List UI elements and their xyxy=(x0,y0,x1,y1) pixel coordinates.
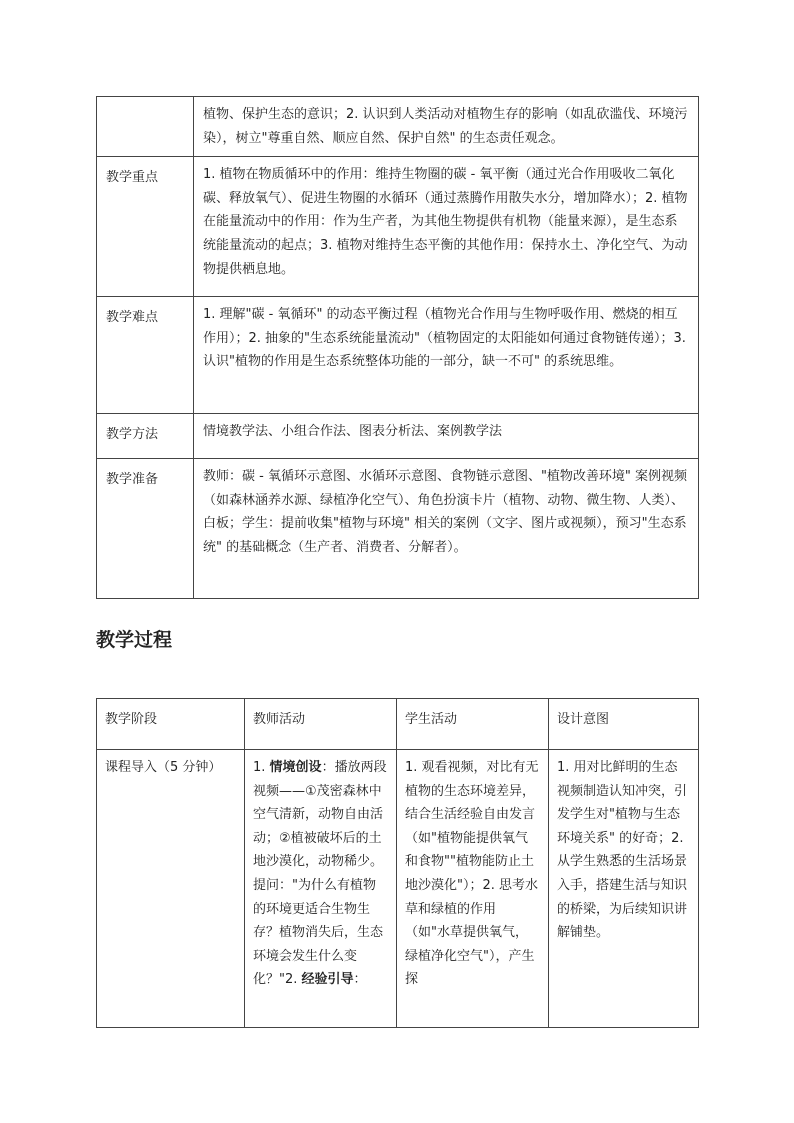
info-value: 1. 理解"碳 - 氧循环" 的动态平衡过程（植物光合作用与生物呼吸作用、燃烧的相互作用）；2. 抽象的"生态系统能量流动"（植物固定的太阳能如何通过食物链传递）；3. 认识"植物的作用是生态系统整体功能的一部分，缺一不可" 的系统思维。 xyxy=(194,297,699,414)
header-teacher-activity: 教师活动 xyxy=(245,699,397,750)
header-stage: 教学阶段 xyxy=(97,699,245,750)
student-activity-cell: 1. 观看视频，对比有无植物的生态环境差异，结合生活经验自由发言（如"植物能提供氧气和食物""植物能防止土地沙漠化"）；2. 思考水草和绿植的作用（如"水草提供氧气，绿植净化空气"），产生探 xyxy=(397,750,549,1028)
info-label: 教学重点 xyxy=(97,157,194,297)
info-label: 教学难点 xyxy=(97,297,194,414)
info-row-preparation xyxy=(97,459,699,599)
table-header-row xyxy=(97,699,699,750)
bold-term: 经验引导 xyxy=(301,972,354,988)
bold-term: 情境创设 xyxy=(269,760,322,775)
info-row-difficulties xyxy=(97,297,699,414)
lesson-info-table xyxy=(96,96,699,599)
text-run: 1. xyxy=(253,760,270,775)
header-student-activity: 学生活动 xyxy=(397,699,549,750)
text-run: ： xyxy=(353,972,367,988)
info-value: 教师：碳 - 氧循环示意图、水循环示意图、食物链示意图、"植物改善环境" 案例视频（如森林涵养水源、绿植净化空气）、角色扮演卡片（植物、动物、微生物、人类）、白板；学生：提前收集"植物与环境" 相关的案例（文字、图片或视频），预习"生态系统" 的基础概念（生产者、消费者、分解者）。 xyxy=(194,459,699,599)
teaching-process-table xyxy=(96,698,699,1028)
info-label xyxy=(97,97,194,157)
section-title: 教学过程 xyxy=(96,629,173,651)
info-value: 1. 植物在物质循环中的作用：维持生物圈的碳 - 氧平衡（通过光合作用吸收二氧化碳、释放氧气）、促进生物圈的水循环（通过蒸腾作用散失水分，增加降水）；2. 植物在能量流动中的作用：作为生产者，为其他生物提供有机物（能量来源），是生态系统能量流动的起点；3. 植物对维持生态平衡的其他作用：保持水土、净化空气、为动物提供栖息地。 xyxy=(194,157,699,297)
info-label: 教学准备 xyxy=(97,459,194,599)
stage-cell: 课程导入（5 分钟） xyxy=(97,750,245,1028)
info-label: 教学方法 xyxy=(97,414,194,459)
info-value: 情境教学法、小组合作法、图表分析法、案例教学法 xyxy=(194,414,699,459)
header-design-intent: 设计意图 xyxy=(549,699,699,750)
info-row-key-points xyxy=(97,157,699,297)
design-intent-cell: 1. 用对比鲜明的生态视频制造认知冲突，引发学生对"植物与生态环境关系" 的好奇；2. 从学生熟悉的生活场景入手，搭建生活与知识的桥梁，为后续知识讲解铺垫。 xyxy=(549,750,699,1028)
table-row xyxy=(97,750,699,1028)
info-row-goal-continued xyxy=(97,97,699,157)
info-row-methods xyxy=(97,414,699,459)
text-run: ：播放两段视频——①茂密森林中空气清新，动物自由活动；②植被破坏后的土地沙漠化，动物稀少。提问："为什么有植物的环境更适合生物生存？植物消失后，生态环境会发生什么变化？"2. xyxy=(253,760,387,988)
info-value: 植物、保护生态的意识；2. 认识到人类活动对植物生存的影响（如乱砍滥伐、环境污染），树立"尊重自然、顺应自然、保护自然" 的生态责任观念。 xyxy=(194,97,699,157)
teacher-activity-cell xyxy=(245,750,397,1028)
